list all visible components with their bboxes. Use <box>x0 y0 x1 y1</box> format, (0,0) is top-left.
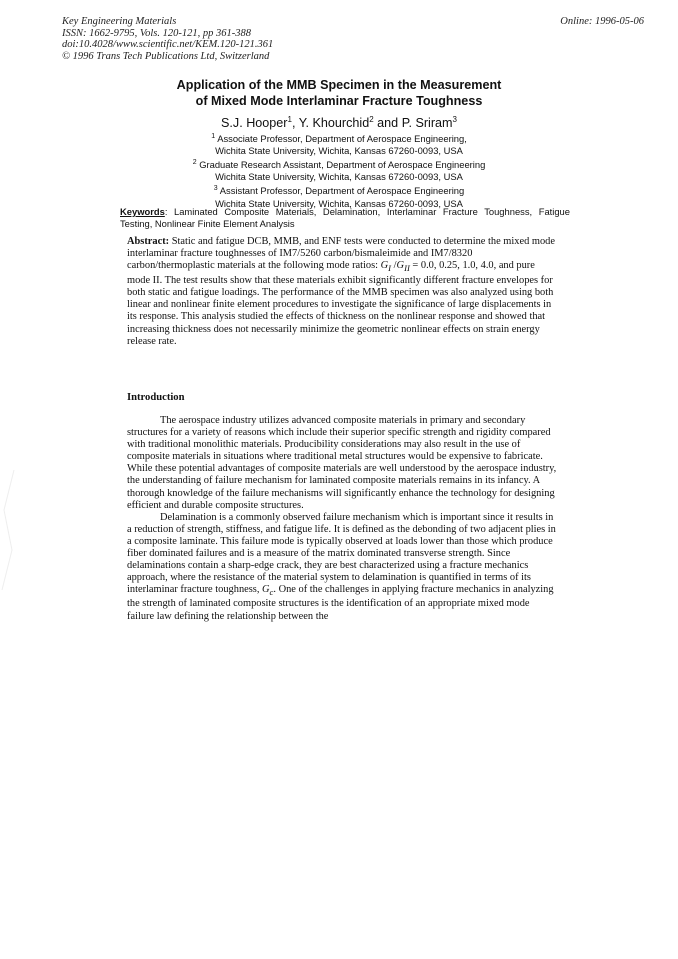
affiliation-1-sup: 1 <box>211 133 216 141</box>
author-list <box>0 112 678 131</box>
affiliation-1 <box>0 131 678 157</box>
ratio-g2: G <box>396 260 405 272</box>
ratio-slash: / <box>391 260 397 272</box>
title-line-1: Application of the MMB Specimen in the Measurement <box>176 78 502 92</box>
keywords-text: : Laminated Composite Materials, Delamination, Interlaminar Fracture Toughness, Fatigue Testing, Nonlinear Finite Element Analysis <box>120 206 570 229</box>
abstract-label: Abstract: <box>127 236 170 247</box>
author-sep-1: , <box>291 116 299 131</box>
introduction-heading: Introduction <box>127 392 185 403</box>
affiliation-2-line-2: Wichita State University, Wichita, Kansas 67260-0093, USA <box>215 171 463 183</box>
affiliation-1-line-1: Associate Professor, Department of Aerospace Engineering, <box>217 133 467 145</box>
gc-symbol: G <box>262 584 270 596</box>
abstract-text-1: Static and fatigue DCB, MMB, and ENF tests were conducted to determine the mixed mode interlaminar fracture toughnesses of IM7/5260 carbon/bismaleimide and IM7/8320 carbon/thermoplastic materials at the following mode ratios: <box>127 236 555 272</box>
journal-header <box>62 16 273 62</box>
online-date: Online: 1996-05-06 <box>560 16 644 27</box>
abstract <box>127 236 557 348</box>
title-block <box>0 78 678 210</box>
author-sep-2: and <box>373 116 402 131</box>
paper-title <box>0 78 678 109</box>
affiliation-3-sup: 3 <box>213 185 218 193</box>
affiliation-2-sup: 2 <box>192 159 197 167</box>
author-2-sup: 2 <box>369 115 374 124</box>
journal-name: Key Engineering Materials <box>62 16 177 27</box>
affiliation-3-line-1: Assistant Professor, Department of Aerospace Engineering <box>219 185 465 197</box>
ratio-g1-sub: I <box>388 263 392 274</box>
title-line-2: of Mixed Mode Interlaminar Fracture Toughness <box>195 93 483 108</box>
affiliation-3-line-2: Wichita State University, Wichita, Kansas 67260-0093, USA <box>215 197 463 209</box>
intro-paragraph-2-text-1: Delamination is a commonly observed failure mechanism which is important since it results in a reduction of strength, stiffness, and fatigue life. It is defined as the debonding of two adjacent plies in a composite laminate. This failure mode is typically observed at loads lower than those which produce fiber dominated failures and is a measure of the matrix dominated transverse strength. Since delaminations contain a sharp-edge crack, they are best characterized using a fracture mechanics approach, where the resistance of the material system to delamination is quantified in terms of its interlaminar fracture toughness, <box>127 511 556 596</box>
intro-paragraph-2-text-2: . One of the challenges in applying fracture mechanics in analyzing the strength of laminated composite structures is the identification of an appropriate mixed mode failure law defining the relationship between the <box>127 584 554 622</box>
author-1: S.J. Hooper <box>221 116 288 131</box>
doi-link[interactable]: doi:10.4028/www.scientific.net/KEM.120-121.361 <box>62 39 274 51</box>
author-3-sup: 3 <box>452 115 457 124</box>
intro-paragraph-2 <box>127 512 557 623</box>
keywords-label: Keywords <box>120 206 165 217</box>
ratio-g1: G <box>380 260 389 272</box>
ratio-g2-sub: II <box>404 263 410 274</box>
keywords <box>120 206 570 229</box>
introduction-body <box>127 415 557 623</box>
author-2: Y. Khourchid <box>298 116 370 131</box>
scan-artifact <box>0 470 18 590</box>
issn-line: ISSN: 1662-9795, Vols. 120-121, pp 361-388 <box>62 27 251 39</box>
affiliation-1-line-2: Wichita State University, Wichita, Kansas 67260-0093, USA <box>215 145 463 157</box>
author-1-sup: 1 <box>287 115 292 124</box>
gc-sub: c <box>269 587 274 598</box>
copyright-line: © 1996 Trans Tech Publications Ltd, Switzerland <box>62 50 270 62</box>
affiliation-2 <box>0 157 678 183</box>
affiliation-2-line-1: Graduate Research Assistant, Department of Aerospace Engineering <box>199 159 486 171</box>
intro-paragraph-1: The aerospace industry utilizes advanced composite materials in primary and secondary structures for a variety of reasons which include their superior specific strength and rigidity compared with traditional monolithic materials. Producibility considerations may also result in the use of composite materials in situations where traditional metal structures would be expensive to fabricate. While these potential advantages of composite materials are well understood by the aerospace industry, the understanding of failure mechanism for laminated composite materials remains in its infancy. A thorough knowledge of the failure mechanisms will significantly enhance the technology for designing efficient and durable composite structures. <box>127 415 557 511</box>
author-3: P. Sriram <box>401 116 453 131</box>
abstract-text-2: = 0.0, 0.25, 1.0, 4.0, and pure mode II. The test results show that these materials exhibit significantly different fracture envelopes for both static and fatigue loadings. The performance of the MMB specimen was also analyzed using both linear and nonlinear finite element procedures to investigate the significance of large displacements in its response. This analysis studied the effects of thickness on the nonlinear response and showed that increasing thickness does not necessarily minimize the geometric nonlinear effects on strain energy release rate. <box>127 260 554 347</box>
